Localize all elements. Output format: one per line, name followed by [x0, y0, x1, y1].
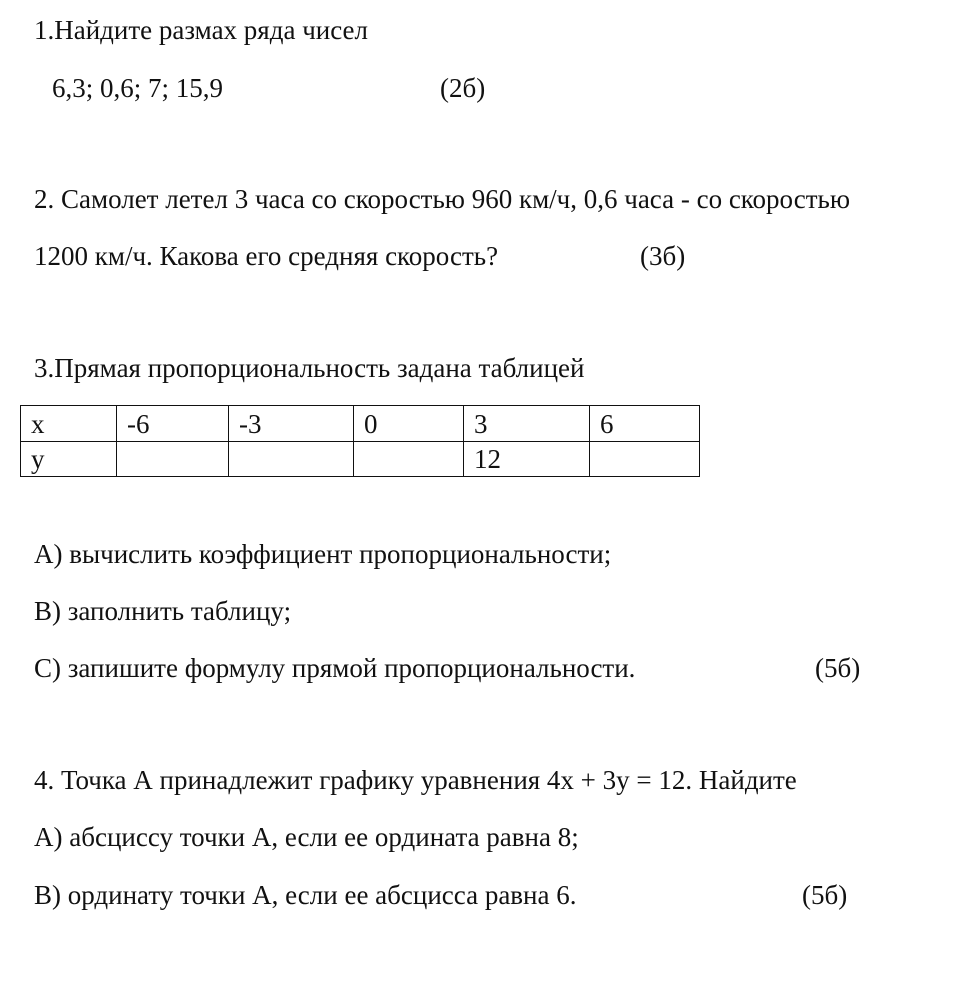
table-cell: 6 [590, 406, 700, 442]
table-cell [229, 442, 354, 477]
table-cell: 0 [354, 406, 464, 442]
table-cell: x [21, 406, 117, 442]
task4-points: (5б) [802, 880, 848, 910]
task2-line1: 2. Самолет летел 3 часа со скоростью 960 км/ч, 0,6 часа - со скоростью [34, 184, 850, 214]
task2-points: (3б) [640, 241, 686, 271]
table-cell [590, 442, 700, 477]
task4-item-b: В) ординату точки А, если ее абсцисса равна 6. [34, 880, 577, 910]
table-cell: 3 [464, 406, 590, 442]
task3-points: (5б) [815, 653, 861, 683]
table-cell: -6 [117, 406, 229, 442]
task3-item-a: А) вычислить коэффициент пропорциональности; [34, 539, 612, 569]
task4-title: 4. Точка А принадлежит графику уравнения 4х + 3у = 12. Найдите [34, 765, 797, 795]
table-cell: y [21, 442, 117, 477]
task2-line2: 1200 км/ч. Какова его средняя скорость? [34, 241, 499, 271]
task1-points: (2б) [440, 73, 486, 103]
table-row-x [21, 406, 700, 442]
table-cell [354, 442, 464, 477]
table-cell: -3 [229, 406, 354, 442]
task3-item-b: В) заполнить таблицу; [34, 596, 292, 626]
task1-title: 1.Найдите размах ряда чисел [34, 15, 368, 45]
table-cell [117, 442, 229, 477]
task4-item-a: А) абсциссу точки А, если ее ордината равна 8; [34, 822, 579, 852]
table-row-y [21, 442, 700, 477]
task1-numbers: 6,3; 0,6; 7; 15,9 [52, 73, 224, 103]
table-cell: 12 [464, 442, 590, 477]
task3-title: 3.Прямая пропорциональность задана таблицей [34, 353, 585, 383]
proportionality-table [20, 405, 700, 477]
task3-item-c: С) запишите формулу прямой пропорциональности. [34, 653, 636, 683]
